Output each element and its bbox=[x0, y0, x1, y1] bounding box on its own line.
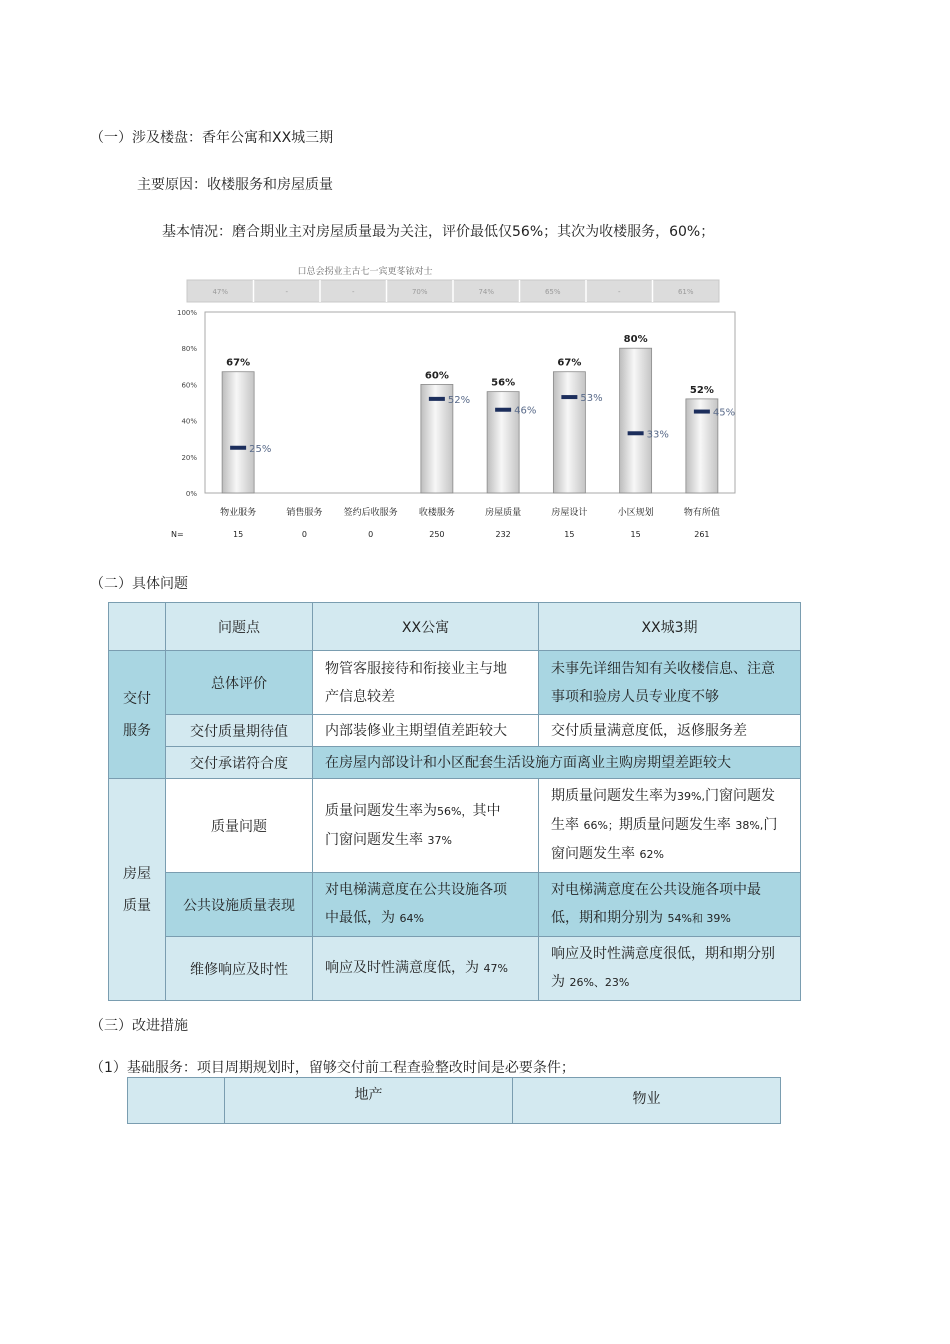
bar-value-label: 56% bbox=[491, 377, 516, 389]
header-issue-point: 问题点 bbox=[166, 603, 313, 651]
row-quality-point: 质量问题 bbox=[166, 779, 313, 873]
top-row-value: 61% bbox=[677, 288, 694, 296]
cell-line: 在房屋内部设计和小区配套生活设施方面离业主购房期望差距较大 bbox=[325, 754, 731, 771]
measures-empty-cell bbox=[128, 1078, 225, 1124]
text-span: 门窗问题发 bbox=[704, 788, 775, 804]
text-span: 门 bbox=[763, 817, 778, 833]
top-row-value: 47% bbox=[212, 288, 229, 296]
row-repair-apartment bbox=[313, 937, 539, 1001]
row-quality-city bbox=[539, 779, 801, 873]
row-repair-point: 维修响应及时性 bbox=[166, 937, 313, 1001]
category-label: 签约后收服务 bbox=[343, 508, 398, 518]
cell-line bbox=[313, 904, 538, 933]
n-value: 261 bbox=[694, 530, 710, 539]
cell-line: 事项和验房人员专业度不够 bbox=[551, 688, 719, 705]
number-span: 54%和 39% bbox=[667, 912, 731, 925]
n-value: 15 bbox=[564, 530, 575, 539]
y-tick-label: 100% bbox=[176, 309, 197, 317]
y-tick-label: 40% bbox=[181, 417, 197, 426]
n-value: 232 bbox=[495, 530, 511, 539]
chart-title: 口总会拐业主古七一宾更苳铱对士 bbox=[297, 267, 433, 277]
cell-line bbox=[539, 968, 800, 997]
number-span: 39%, bbox=[677, 790, 705, 803]
header-property: 物业 bbox=[513, 1078, 781, 1124]
number-span: 37% bbox=[427, 833, 452, 847]
row-facility-point: 公共设施质量表现 bbox=[166, 873, 313, 937]
text-span: 为 bbox=[551, 974, 565, 990]
row-expectation-city bbox=[539, 715, 801, 747]
table-row bbox=[109, 747, 801, 779]
n-value: 0 bbox=[301, 530, 307, 539]
text-span: 其中 bbox=[472, 802, 501, 819]
category-label: 小区规划 bbox=[617, 508, 654, 518]
row-promise-point: 交付承诺符合度 bbox=[166, 747, 313, 779]
row-overall-city bbox=[539, 651, 801, 715]
header-city-phase3: XX城3期 bbox=[539, 603, 801, 651]
text-span: 生率 bbox=[551, 817, 579, 833]
group-quality-cell bbox=[109, 779, 166, 1001]
benchmark-marker bbox=[694, 410, 710, 414]
bar-value-label: 67% bbox=[226, 357, 251, 369]
benchmark-marker bbox=[628, 431, 644, 435]
text-span: 低，期和期分别为 bbox=[551, 910, 663, 926]
cell-line bbox=[539, 811, 800, 840]
cell-line bbox=[313, 954, 538, 983]
row-expectation-apartment bbox=[313, 715, 539, 747]
group-delivery-label: 交付服务 bbox=[123, 690, 151, 739]
table-row bbox=[109, 715, 801, 747]
row-overall-apartment bbox=[313, 651, 539, 715]
cell-line: 物管客服接待和衔接业主与地 bbox=[325, 660, 507, 677]
issues-table bbox=[108, 602, 801, 1001]
main-reason: 主要原因：收楼服务和房屋质量 bbox=[137, 177, 333, 193]
bar bbox=[222, 372, 254, 493]
number-span: 26%、23% bbox=[569, 976, 630, 989]
row-quality-apartment bbox=[313, 779, 539, 873]
bar-value-label: 60% bbox=[424, 370, 449, 382]
top-row-value: - bbox=[617, 288, 621, 296]
cell-line: 交付质量满意度低，返修服务差 bbox=[551, 722, 747, 739]
basic-situation: 基本情况：磨合期业主对房屋质量最为关注，评价最低仅56%；其次为收楼服务，60%； bbox=[162, 224, 715, 240]
n-value: 250 bbox=[429, 530, 445, 539]
cell-line bbox=[313, 797, 538, 826]
header-real-estate: 地产 bbox=[225, 1078, 513, 1124]
y-tick-label: 0% bbox=[185, 490, 197, 498]
group-quality-label: 房屋质量 bbox=[123, 865, 151, 914]
benchmark-marker bbox=[429, 397, 445, 401]
table-row bbox=[109, 873, 801, 937]
top-row-value: 74% bbox=[478, 288, 495, 296]
row-overall-point: 总体评价 bbox=[166, 651, 313, 715]
benchmark-marker bbox=[230, 446, 246, 450]
benchmark-label: 53% bbox=[580, 393, 603, 405]
top-row-value: - bbox=[285, 288, 289, 296]
bar bbox=[553, 372, 585, 493]
bar bbox=[620, 348, 652, 493]
category-label: 物有所值 bbox=[683, 508, 720, 518]
benchmark-label: 46% bbox=[514, 405, 537, 417]
top-row-value: 65% bbox=[544, 288, 561, 296]
cell-line bbox=[539, 904, 800, 933]
text-span: 期质量问题发生率为 bbox=[551, 788, 677, 804]
text-span: 中最低，为 bbox=[325, 910, 395, 926]
number-span: 66%； bbox=[583, 819, 619, 832]
number-span: 64% bbox=[399, 912, 424, 925]
measures-table bbox=[127, 1077, 781, 1124]
section1-heading: （一）涉及楼盘：香年公寓和XX城三期 bbox=[90, 130, 334, 146]
cell-line: 响应及时性满意度很低，期和期分别 bbox=[551, 946, 775, 962]
cell-line bbox=[539, 840, 800, 869]
cell-line: 对电梯满意度在公共设施各项中最 bbox=[551, 882, 761, 898]
category-label: 房屋质量 bbox=[485, 508, 522, 518]
measures-table-header-row bbox=[128, 1078, 781, 1124]
benchmark-label: 52% bbox=[447, 394, 471, 406]
text-span: 窗问题发生率 bbox=[551, 846, 635, 862]
issues-table-header-row bbox=[109, 603, 801, 651]
cell-line bbox=[539, 782, 800, 811]
table-row bbox=[109, 937, 801, 1001]
header-empty-cell bbox=[109, 603, 166, 651]
benchmark-label: 33% bbox=[646, 429, 669, 441]
category-label: 房屋设计 bbox=[551, 508, 588, 518]
bar-value-label: 67% bbox=[557, 357, 582, 369]
improvement-item-1: （1）基础服务：项目周期规划时，留够交付前工程查验整改时间是必要条件； bbox=[90, 1060, 575, 1076]
header-apartment: XX公寓 bbox=[313, 603, 539, 651]
number-span: 56%， bbox=[437, 804, 473, 818]
y-tick-label: 80% bbox=[181, 345, 197, 354]
section3-heading: （三）改进措施 bbox=[90, 1018, 188, 1034]
cell-line: 未事先详细告知有关收楼信息、注意 bbox=[551, 660, 775, 677]
cell-line: 产信息较差 bbox=[325, 688, 395, 705]
y-tick-label: 20% bbox=[181, 453, 197, 462]
row-promise-merged bbox=[313, 747, 801, 779]
n-value: 15 bbox=[233, 530, 244, 539]
category-label: 销售服务 bbox=[286, 508, 323, 518]
n-label: N= bbox=[171, 530, 184, 539]
row-expectation-point: 交付质量期待值 bbox=[166, 715, 313, 747]
benchmark-label: 45% bbox=[712, 407, 736, 419]
bar-value-label: 80% bbox=[623, 334, 648, 346]
text-span: 期质量问题发生率 bbox=[618, 817, 731, 833]
bar-value-label: 52% bbox=[689, 384, 714, 396]
n-value: 15 bbox=[630, 530, 641, 539]
group-delivery-cell bbox=[109, 651, 166, 779]
text-span: 质量问题发生率为 bbox=[325, 802, 437, 819]
text-span: 门窗问题发生率 bbox=[325, 831, 423, 848]
cell-line: 对电梯满意度在公共设施各项 bbox=[325, 882, 507, 898]
category-label: 收楼服务 bbox=[418, 508, 455, 518]
row-facility-apartment bbox=[313, 873, 539, 937]
satisfaction-chart bbox=[165, 262, 745, 542]
row-repair-city bbox=[539, 937, 801, 1001]
table-row bbox=[109, 779, 801, 873]
top-row-value: 70% bbox=[411, 288, 428, 296]
cell-line: 内部装修业主期望值差距较大 bbox=[325, 722, 507, 739]
benchmark-marker bbox=[495, 408, 511, 412]
number-span: 47% bbox=[483, 962, 508, 975]
benchmark-label: 25% bbox=[249, 443, 272, 455]
benchmark-marker bbox=[561, 395, 577, 399]
text-span: 响应及时性满意度低，为 bbox=[325, 960, 479, 976]
row-facility-city bbox=[539, 873, 801, 937]
top-row-value: - bbox=[351, 288, 355, 296]
category-label: 物业服务 bbox=[220, 508, 257, 518]
number-span: 62% bbox=[639, 848, 664, 861]
y-tick-label: 60% bbox=[181, 381, 197, 390]
n-value: 0 bbox=[368, 530, 374, 539]
table-row bbox=[109, 651, 801, 715]
section2-heading: （二）具体问题 bbox=[90, 576, 188, 592]
number-span: 38%, bbox=[735, 819, 764, 832]
cell-line bbox=[313, 826, 538, 855]
